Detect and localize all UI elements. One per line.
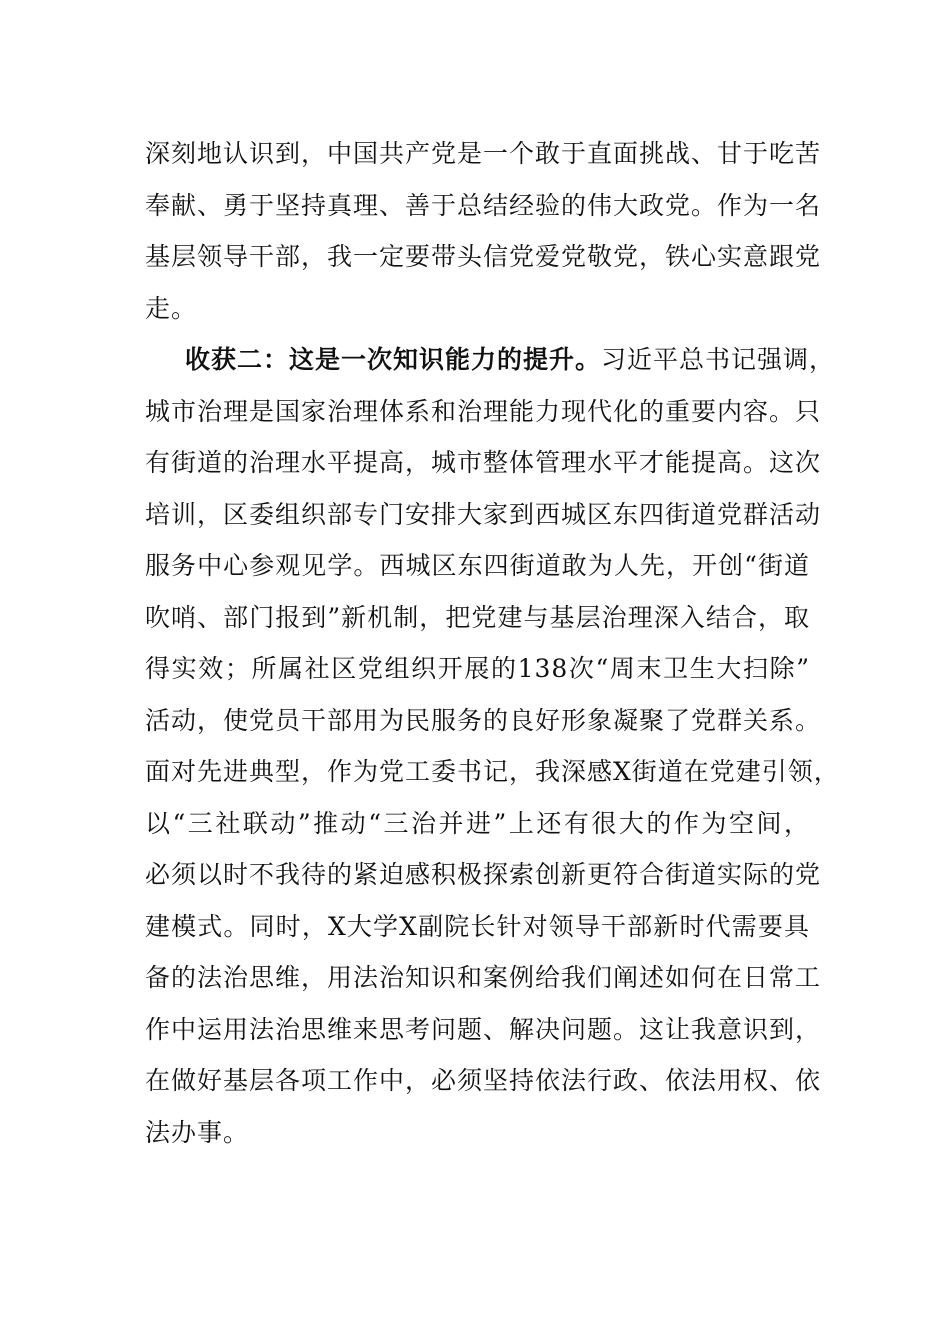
text-line: 活动，使党员干部用为民服务的良好形象凝聚了党群关系。: [145, 705, 822, 735]
text-line: 以“三社联动”推动“三治并进”上还有很大的作为空间，: [145, 808, 810, 838]
text-segment: 习近平总书记强调，: [601, 345, 836, 374]
text-line: 奉献、勇于坚持真理、善于总结经验的伟大政党。作为一名: [145, 190, 822, 220]
text-line: 面对先进典型，作为党工委书记，我深感X街道在党建引领，: [145, 757, 840, 786]
text-line: 深刻地认识到，中国共产党是一个敢于直面挑战、甘于吃苦: [145, 139, 822, 168]
text-line: 必须以时不我待的紧迫感积极探索创新更符合街道实际的党: [145, 860, 822, 889]
paragraph-heading: 收获二：这是一次知识能力的提升。: [185, 345, 602, 374]
text-line: 建模式。同时，X大学X副院长针对领导干部新时代需要具: [145, 911, 810, 941]
text-line: 基层领导干部，我一定要带头信党爱党敬党，铁心实意跟党: [145, 242, 822, 271]
paragraph-first-line: [145, 334, 836, 386]
text-line: 有街道的治理水平提高，城市整体管理水平才能提高。这次: [145, 448, 822, 477]
paragraph-1: [145, 128, 822, 334]
text-line: 吹哨、部门报到”新机制，把党建与基层治理深入结合，取: [145, 602, 810, 632]
text-line: 得实效；所属社区党组织开展的138次“周末卫生大扫除”: [145, 654, 810, 683]
text-line: 走。: [145, 293, 198, 323]
text-line: 服务中心参观见学。西城区东四街道敢为人先，开创“街道: [145, 551, 810, 580]
paragraph-2: [145, 334, 840, 1158]
text-line: 法办事。: [145, 1117, 250, 1147]
text-line: 备的法治思维，用法治知识和案例给我们阐述如何在日常工: [145, 963, 822, 992]
text-line: 作中运用法治思维来思考问题、解决问题。这让我意识到，: [145, 1014, 822, 1044]
text-line: 城市治理是国家治理体系和治理能力现代化的重要内容。只: [145, 396, 822, 426]
text-line: 在做好基层各项工作中，必须坚持依法行政、依法用权、依: [145, 1066, 822, 1095]
text-line: 培训，区委组织部专门安排大家到西城区东四街道党群活动: [145, 499, 822, 529]
